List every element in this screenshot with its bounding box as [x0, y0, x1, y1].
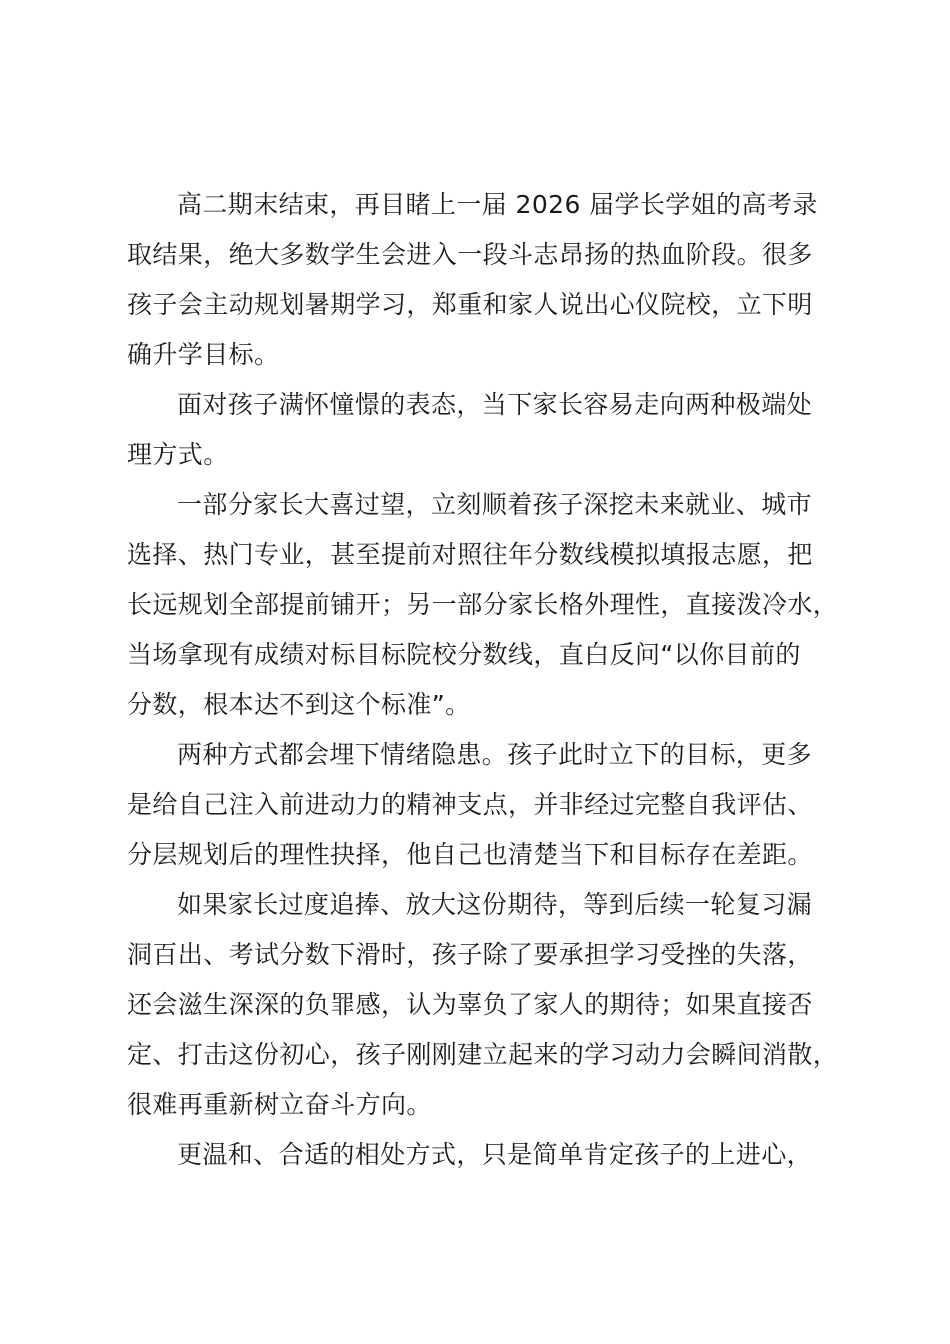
paragraph-line: 洞百出、考试分数下滑时，孩子除了要承担学习受挫的失落， — [127, 940, 813, 969]
paragraph-line: 分层规划后的理性抉择，他自己也清楚当下和目标存在差距。 — [127, 840, 813, 869]
paragraph-line: 更温和、合适的相处方式，只是简单肯定孩子的上进心， — [177, 1140, 813, 1169]
paragraph-line: 取结果，绝大多数学生会进入一段斗志昂扬的热血阶段。很多 — [127, 240, 813, 269]
paragraph-line: 高二期末结束，再目睹上一届 2026 届学长学姐的高考录 — [177, 190, 818, 219]
paragraph-line: 一部分家长大喜过望，立刻顺着孩子深挖未来就业、城市 — [177, 490, 813, 519]
paragraph-line: 如果家长过度追捧、放大这份期待，等到后续一轮复习漏 — [177, 890, 813, 919]
document-body — [127, 180, 847, 1180]
paragraph-line: 两种方式都会埋下情绪隐患。孩子此时立下的目标，更多 — [177, 740, 813, 769]
paragraph-line: 分数，根本达不到这个标准”。 — [127, 690, 471, 719]
paragraph-line: 是给自己注入前进动力的精神支点，并非经过完整自我评估、 — [127, 790, 813, 819]
paragraph — [127, 1130, 847, 1180]
paragraph — [127, 730, 847, 880]
paragraph-line: 很难再重新树立奋斗方向。 — [127, 1090, 432, 1119]
paragraph-line: 确升学目标。 — [127, 340, 280, 369]
paragraph-line: 孩子会主动规划暑期学习，郑重和家人说出心仪院校，立下明 — [127, 290, 813, 319]
paragraph-line: 面对孩子满怀憧憬的表态，当下家长容易走向两种极端处 — [177, 390, 813, 419]
paragraph-line: 还会滋生深深的负罪感，认为辜负了家人的期待；如果直接否 — [127, 990, 813, 1019]
paragraph — [127, 480, 847, 730]
paragraph-line: 定、打击这份初心，孩子刚刚建立起来的学习动力会瞬间消散， — [127, 1040, 839, 1069]
paragraph-line: 当场拿现有成绩对标目标院校分数线，直白反问“以你目前的 — [127, 640, 801, 669]
paragraph-line: 长远规划全部提前铺开；另一部分家长格外理性，直接泼冷水， — [127, 590, 839, 619]
paragraph — [127, 880, 847, 1130]
paragraph-line: 选择、热门专业，甚至提前对照往年分数线模拟填报志愿，把 — [127, 540, 813, 569]
paragraph-line: 理方式。 — [127, 440, 229, 469]
paragraph — [127, 180, 847, 380]
paragraph — [127, 380, 847, 480]
